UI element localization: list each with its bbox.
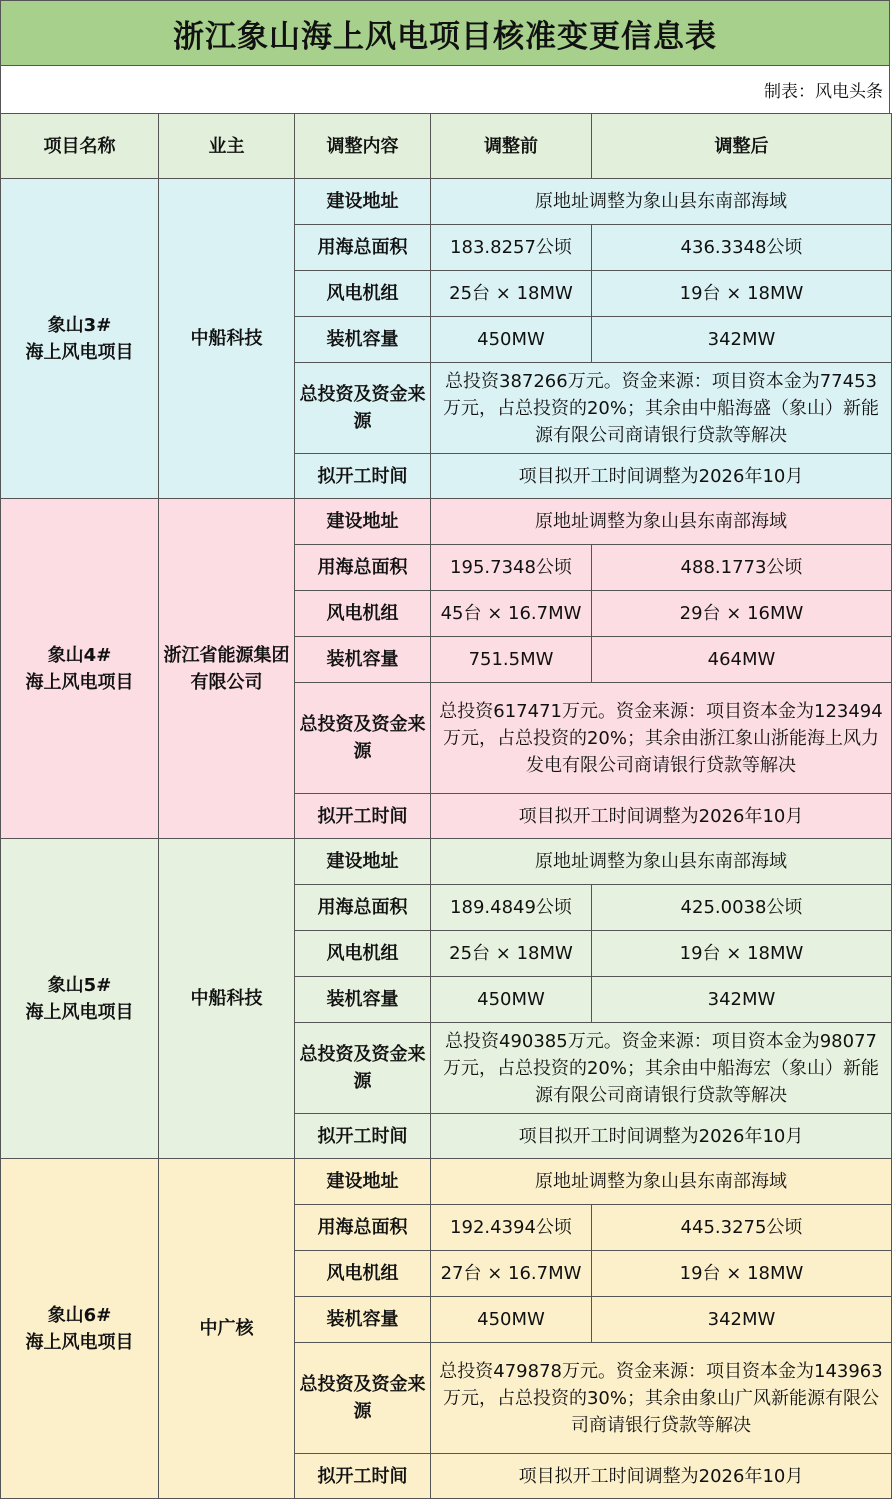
page-title: 浙江象山海上风电项目核准变更信息表 [0,0,890,66]
label-start: 拟开工时间 [295,454,431,499]
turbine-before: 27台 × 16.7MW [431,1251,592,1297]
label-start: 拟开工时间 [295,1114,431,1159]
site-value: 原地址调整为象山县东南部海域 [431,1159,892,1205]
label-turbine: 风电机组 [295,271,431,317]
capacity-before: 450MW [431,977,592,1023]
label-site: 建设地址 [295,1159,431,1205]
area-before: 189.4849公顷 [431,885,592,931]
invest-value: 总投资490385万元。资金来源：项目资本金为98077万元，占总投资的20%；其余由中船海宏（象山）新能源有限公司商请银行贷款等解决 [431,1023,892,1114]
label-capacity: 装机容量 [295,1297,431,1343]
site-value: 原地址调整为象山县东南部海域 [431,499,892,545]
start-value: 项目拟开工时间调整为2026年10月 [431,1114,892,1159]
project-owner: 中广核 [159,1159,295,1499]
label-area: 用海总面积 [295,885,431,931]
label-area: 用海总面积 [295,1205,431,1251]
header-project-name: 项目名称 [1,114,159,179]
label-invest: 总投资及资金来源 [295,363,431,454]
label-capacity: 装机容量 [295,317,431,363]
project-owner: 中船科技 [159,179,295,499]
capacity-before: 450MW [431,1297,592,1343]
area-after: 425.0038公顷 [592,885,892,931]
table-row [1,839,892,885]
area-after: 488.1773公顷 [592,545,892,591]
label-area: 用海总面积 [295,225,431,271]
start-value: 项目拟开工时间调整为2026年10月 [431,794,892,839]
label-turbine: 风电机组 [295,1251,431,1297]
start-value: 项目拟开工时间调整为2026年10月 [431,454,892,499]
label-site: 建设地址 [295,179,431,225]
label-capacity: 装机容量 [295,637,431,683]
label-invest: 总投资及资金来源 [295,683,431,794]
label-turbine: 风电机组 [295,591,431,637]
start-value: 项目拟开工时间调整为2026年10月 [431,1454,892,1499]
header-adjust-item: 调整内容 [295,114,431,179]
turbine-before: 25台 × 18MW [431,931,592,977]
turbine-after: 19台 × 18MW [592,271,892,317]
turbine-after: 29台 × 16MW [592,591,892,637]
label-turbine: 风电机组 [295,931,431,977]
turbine-before: 25台 × 18MW [431,271,592,317]
header-owner: 业主 [159,114,295,179]
invest-value: 总投资617471万元。资金来源：项目资本金为123494万元，占总投资的20%；其余由浙江象山浙能海上风力发电有限公司商请银行贷款等解决 [431,683,892,794]
header-before: 调整前 [431,114,592,179]
project-owner: 中船科技 [159,839,295,1159]
project-name: 象山4# 海上风电项目 [1,499,159,839]
turbine-after: 19台 × 18MW [592,931,892,977]
turbine-before: 45台 × 16.7MW [431,591,592,637]
label-area: 用海总面积 [295,545,431,591]
site-value: 原地址调整为象山县东南部海域 [431,839,892,885]
header-after: 调整后 [592,114,892,179]
project-table [0,113,892,1499]
site-value: 原地址调整为象山县东南部海域 [431,179,892,225]
project-name: 象山3# 海上风电项目 [1,179,159,499]
project-name: 象山6# 海上风电项目 [1,1159,159,1499]
label-capacity: 装机容量 [295,977,431,1023]
capacity-before: 450MW [431,317,592,363]
capacity-after: 342MW [592,977,892,1023]
maker-credit: 制表：风电头条 [0,66,890,113]
label-invest: 总投资及资金来源 [295,1343,431,1454]
capacity-before: 751.5MW [431,637,592,683]
capacity-after: 342MW [592,317,892,363]
invest-value: 总投资387266万元。资金来源：项目资本金为77453万元，占总投资的20%；其余由中船海盛（象山）新能源有限公司商请银行贷款等解决 [431,363,892,454]
area-after: 436.3348公顷 [592,225,892,271]
project-name: 象山5# 海上风电项目 [1,839,159,1159]
area-before: 192.4394公顷 [431,1205,592,1251]
area-before: 195.7348公顷 [431,545,592,591]
turbine-after: 19台 × 18MW [592,1251,892,1297]
label-invest: 总投资及资金来源 [295,1023,431,1114]
label-site: 建设地址 [295,499,431,545]
project-owner: 浙江省能源集团有限公司 [159,499,295,839]
table-row [1,179,892,225]
label-start: 拟开工时间 [295,1454,431,1499]
capacity-after: 464MW [592,637,892,683]
header-row [1,114,892,179]
area-after: 445.3275公顷 [592,1205,892,1251]
table-row [1,1159,892,1205]
table-row [1,499,892,545]
label-site: 建设地址 [295,839,431,885]
invest-value: 总投资479878万元。资金来源：项目资本金为143963万元，占总投资的30%；其余由象山广风新能源有限公司商请银行贷款等解决 [431,1343,892,1454]
area-before: 183.8257公顷 [431,225,592,271]
capacity-after: 342MW [592,1297,892,1343]
label-start: 拟开工时间 [295,794,431,839]
